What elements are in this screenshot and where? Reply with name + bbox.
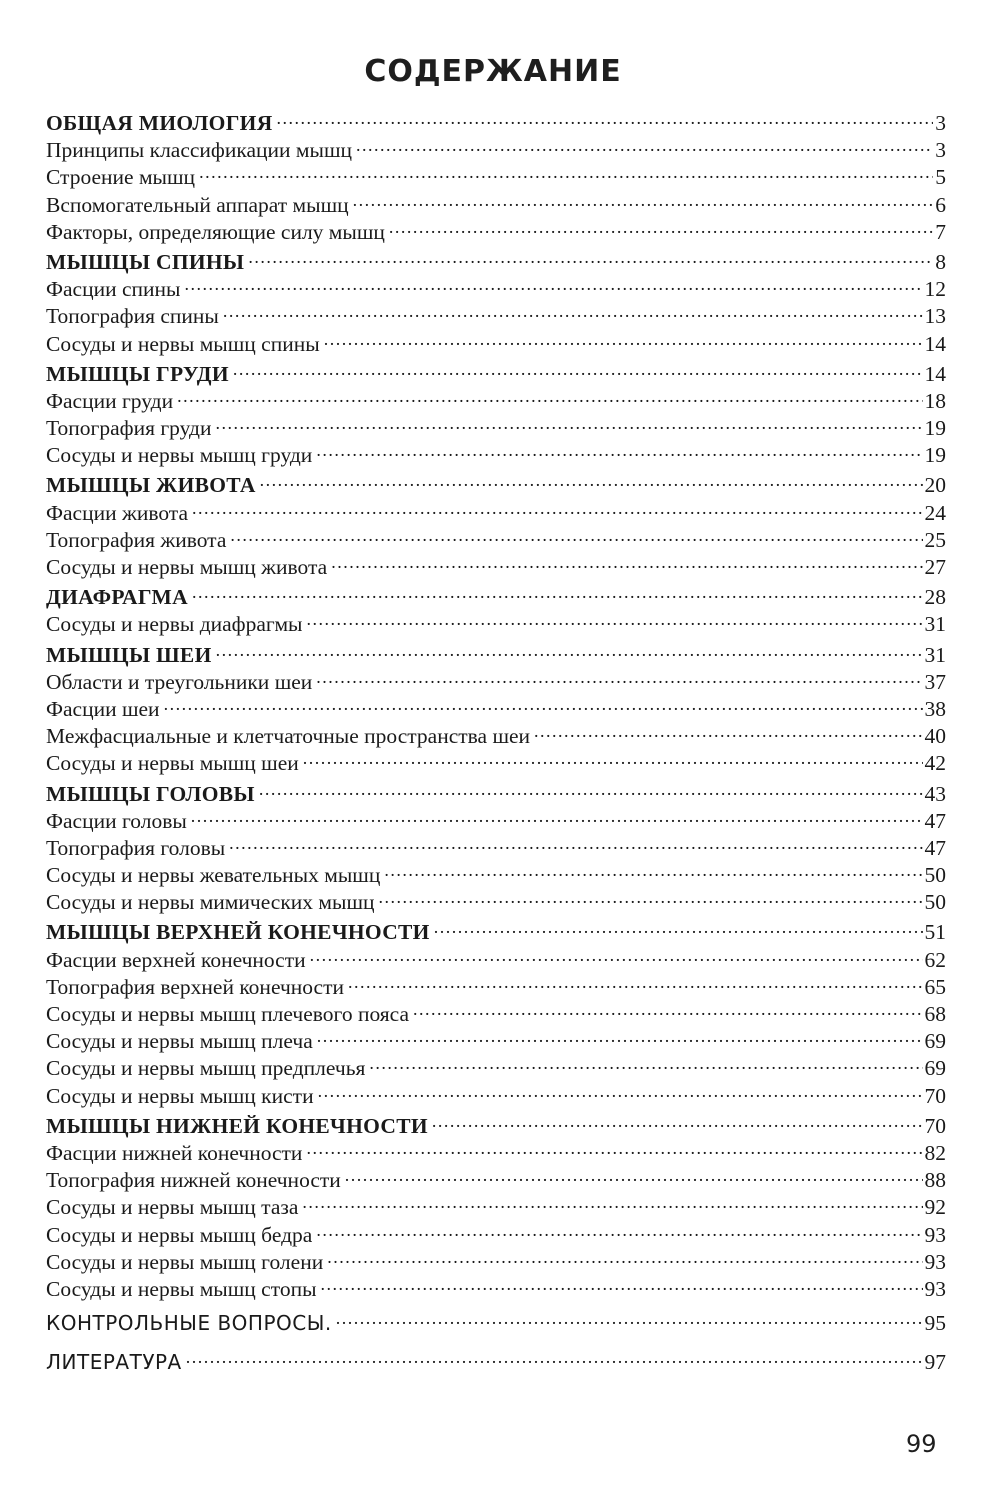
toc-entry-page: 47 <box>924 835 946 860</box>
toc-entry-page: 28 <box>924 585 946 610</box>
toc-entry-page: 3 <box>935 138 946 163</box>
toc-entry-title: МЫШЦЫ СПИНЫ <box>46 249 245 274</box>
toc-entry-page: 50 <box>924 863 946 888</box>
toc-entry[interactable] <box>46 1342 946 1374</box>
dot-leader <box>302 1187 922 1214</box>
toc-entry-title: Фасции спины <box>46 277 181 302</box>
toc-entry-title: Фасции живота <box>46 500 188 525</box>
dot-leader <box>345 1160 923 1187</box>
toc-entry-page: 5 <box>935 165 946 190</box>
toc-entry-title: Фасции головы <box>46 808 187 833</box>
toc-entry-title: Фасции шеи <box>46 696 160 721</box>
toc-entry-title: Сосуды и нервы мышц плеча <box>46 1029 313 1054</box>
dot-leader <box>310 940 923 967</box>
toc-entry-page: 7 <box>935 219 946 244</box>
toc-entry-page: 69 <box>924 1056 946 1081</box>
toc-entry-page: 50 <box>924 890 946 915</box>
dot-leader <box>177 381 922 408</box>
dot-leader <box>316 662 922 689</box>
toc-entry-title: Сосуды и нервы жевательных мышц <box>46 863 381 888</box>
toc-entry-title: Межфасциальные и клетчаточные пространства шеи <box>46 724 531 749</box>
dot-leader <box>324 324 923 351</box>
toc-entry-title: Топография груди <box>46 416 212 441</box>
toc-entry-page: 88 <box>924 1168 946 1193</box>
toc-entry-title: Факторы, определяющие силу мышц <box>46 219 385 244</box>
toc-section[interactable] <box>46 465 946 498</box>
toc-entry-title: МЫШЦЫ ГРУДИ <box>46 361 229 386</box>
toc-entry-page: 42 <box>924 751 946 776</box>
toc-entry-title: Сосуды и нервы мышц предплечья <box>46 1056 366 1081</box>
toc-entry-title: Сосуды и нервы мышц шеи <box>46 751 299 776</box>
dot-leader <box>389 212 933 239</box>
toc-entry-page: 70 <box>924 1083 946 1108</box>
toc-entry-title: Сосуды и нервы мышц таза <box>46 1195 299 1220</box>
page-number: 99 <box>906 1430 937 1458</box>
toc-entry-title: Фасции верхней конечности <box>46 947 306 972</box>
toc-entry[interactable] <box>46 1303 946 1335</box>
dot-leader <box>233 354 923 381</box>
toc-entry-page: 47 <box>924 808 946 833</box>
dot-leader <box>192 577 923 604</box>
toc-entry-page: 97 <box>924 1350 946 1375</box>
toc-entry-title: Сосуды и нервы мышц живота <box>46 555 328 579</box>
toc-section[interactable] <box>46 635 946 667</box>
toc-section[interactable] <box>46 103 946 135</box>
dot-leader <box>230 520 922 547</box>
toc-entry-page: 25 <box>924 527 946 552</box>
toc-entry-page: 3 <box>935 111 946 135</box>
toc-entry-page: 20 <box>924 473 946 498</box>
toc-entry-title: Сосуды и нервы мышц кисти <box>46 1083 314 1108</box>
toc-entry-page: 18 <box>924 388 946 413</box>
dot-leader <box>215 408 922 435</box>
dot-leader <box>331 547 922 574</box>
dot-leader <box>318 1076 923 1103</box>
dot-leader <box>184 269 922 296</box>
dot-leader <box>306 1133 922 1160</box>
dot-leader <box>434 912 923 939</box>
dot-leader <box>432 1106 923 1133</box>
dot-leader <box>199 157 933 184</box>
toc-entry-title: Топография живота <box>46 527 227 552</box>
toc-entry[interactable] <box>46 716 946 749</box>
toc-entry-page: 14 <box>924 361 946 386</box>
toc-entry-page: 19 <box>924 416 946 441</box>
dot-leader <box>316 1215 922 1242</box>
dot-leader <box>534 716 922 743</box>
toc-entry-title: Вспомогательный аппарат мышц <box>46 192 349 217</box>
toc-entry-title: Топография нижней конечности <box>46 1168 341 1193</box>
toc-section[interactable] <box>46 354 946 386</box>
toc-section[interactable] <box>46 242 946 274</box>
dot-leader <box>321 1269 923 1296</box>
toc-entry-page: 6 <box>935 192 946 217</box>
dot-leader <box>379 882 923 909</box>
dot-leader <box>216 635 923 662</box>
dot-leader <box>164 689 923 716</box>
toc-entry-page: 8 <box>935 249 946 274</box>
toc-entry-page: 93 <box>924 1249 946 1274</box>
dot-leader <box>277 103 934 130</box>
toc-entry-page: 82 <box>924 1140 946 1165</box>
toc-section[interactable] <box>46 774 946 806</box>
toc-entry-page: 40 <box>924 724 946 749</box>
dot-leader <box>307 604 923 631</box>
table-of-contents <box>46 100 946 1374</box>
toc-entry-page: 14 <box>924 331 946 356</box>
toc-entry-title: Сосуды и нервы мышц стопы <box>46 1276 317 1301</box>
dot-leader <box>260 465 923 492</box>
toc-entry-page: 19 <box>924 443 946 468</box>
toc-entry[interactable] <box>46 408 946 441</box>
toc-entry-title: МЫШЦЫ НИЖНЕЙ КОНЕЧНОСТИ <box>46 1113 428 1138</box>
toc-entry-page: 69 <box>924 1029 946 1054</box>
dot-leader <box>229 828 922 855</box>
dot-leader <box>384 855 922 882</box>
dot-leader <box>259 774 923 801</box>
dot-leader <box>186 1342 923 1369</box>
toc-entry-page: 93 <box>924 1276 946 1301</box>
toc-entry-page: 31 <box>924 612 946 637</box>
dot-leader <box>223 296 923 323</box>
toc-entry-title: Фасции нижней конечности <box>46 1140 303 1165</box>
dot-leader <box>369 1048 922 1075</box>
toc-entry-title: ДИАФРАГМА <box>46 585 188 610</box>
toc-entry-page: 31 <box>924 642 946 667</box>
toc-entry-page: 27 <box>924 555 946 579</box>
toc-entry-page: 51 <box>924 920 946 945</box>
toc-entry-page: 62 <box>924 947 946 972</box>
toc-entry-title: ОБЩАЯ МИОЛОГИЯ <box>46 111 273 135</box>
toc-section[interactable] <box>46 1106 946 1138</box>
toc-entry-title: Сосуды и нервы диафрагмы <box>46 612 303 637</box>
toc-entry-title: Области и треугольники шеи <box>46 669 313 694</box>
toc-entry-title: Топография верхней конечности <box>46 974 344 999</box>
toc-entry-title: Сосуды и нервы мышц бедра <box>46 1222 313 1247</box>
dot-leader <box>327 1242 922 1269</box>
dot-leader <box>192 493 923 520</box>
toc-entry-page: 68 <box>924 1002 946 1026</box>
toc-entry-title: Сосуды и нервы мышц плечевого пояса <box>46 1002 410 1026</box>
dot-leader <box>317 1021 923 1048</box>
toc-entry-title: Топография головы <box>46 835 226 860</box>
toc-entry-title: Фасции груди <box>46 388 174 413</box>
toc-entry-page: 95 <box>924 1311 946 1336</box>
toc-entry-page: 37 <box>924 669 946 694</box>
toc-entry-page: 13 <box>924 304 946 329</box>
toc-section[interactable] <box>46 912 946 945</box>
toc-entry-title: МЫШЦЫ ШЕИ <box>46 642 212 667</box>
toc-entry[interactable] <box>46 689 946 721</box>
toc-entry-page: 12 <box>924 277 946 302</box>
toc-entry-page: 24 <box>924 500 946 525</box>
dot-leader <box>336 1303 923 1330</box>
toc-entry-title: Сосуды и нервы мимических мышц <box>46 890 375 915</box>
dot-leader <box>356 130 933 157</box>
toc-entry-title: МЫШЦЫ ГОЛОВЫ <box>46 781 255 806</box>
toc-entry-title: Сосуды и нервы мышц груди <box>46 443 313 468</box>
dot-leader <box>348 967 923 994</box>
toc-entry-title: ЛИТЕРАТУРА <box>46 1350 182 1375</box>
toc-entry-title: МЫШЦЫ ЖИВОТА <box>46 473 256 498</box>
toc-entry[interactable] <box>46 381 946 413</box>
toc-entry-page: 43 <box>924 781 946 806</box>
toc-entry-title: МЫШЦЫ ВЕРХНЕЙ КОНЕЧНОСТИ <box>46 920 430 945</box>
dot-leader <box>248 242 933 269</box>
page-title: СОДЕРЖАНИЕ <box>364 54 622 89</box>
dot-leader <box>353 185 934 212</box>
toc-entry-title: КОНТРОЛЬНЫЕ ВОПРОСЫ. <box>46 1311 332 1336</box>
dot-leader <box>413 994 922 1021</box>
toc-entry-page: 65 <box>924 974 946 999</box>
toc-entry-page: 92 <box>924 1195 946 1220</box>
toc-entry-page: 93 <box>924 1222 946 1247</box>
toc-section[interactable] <box>46 577 946 610</box>
toc-entry-title: Сосуды и нервы мышц голени <box>46 1249 324 1274</box>
toc-entry-title: Принципы классификации мышц <box>46 138 353 163</box>
dot-leader <box>191 801 923 828</box>
toc-entry-page: 70 <box>924 1113 946 1138</box>
toc-entry-title: Топография спины <box>46 304 219 329</box>
dot-leader <box>303 743 923 770</box>
toc-entry-title: Сосуды и нервы мышц спины <box>46 331 320 356</box>
dot-leader <box>316 435 922 462</box>
toc-entry-page: 38 <box>924 696 946 721</box>
toc-entry-title: Строение мышц <box>46 165 196 190</box>
